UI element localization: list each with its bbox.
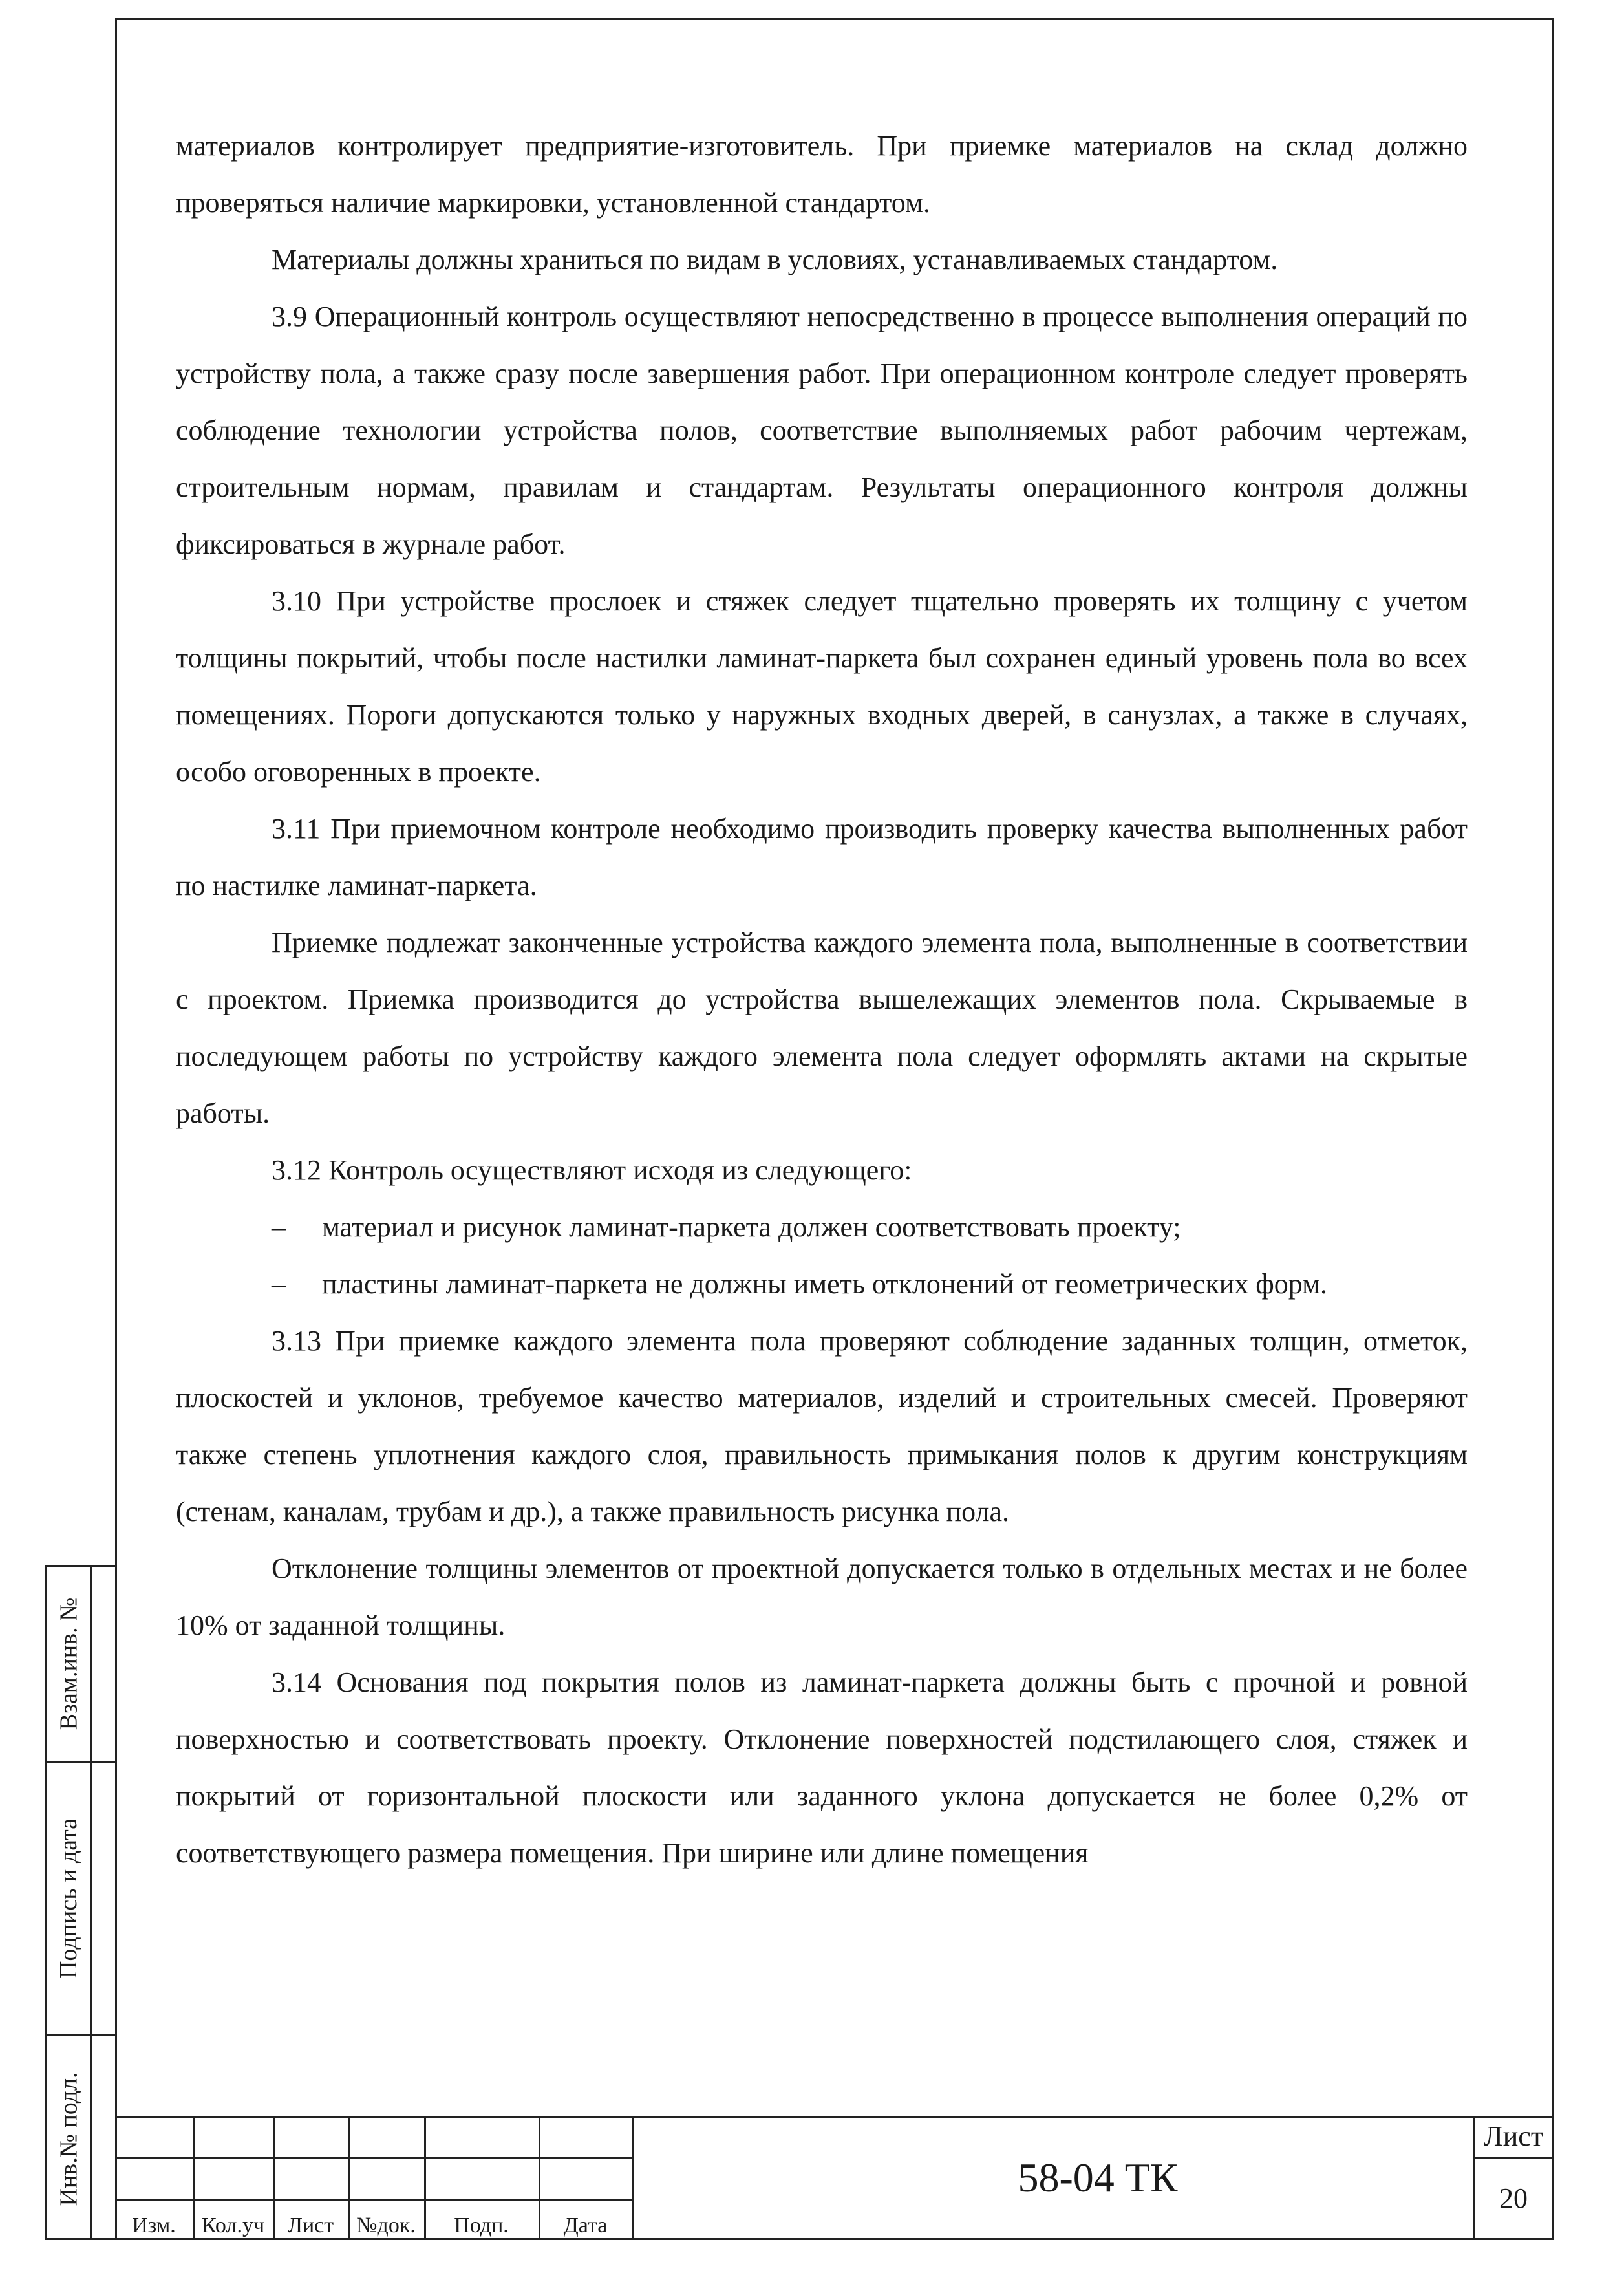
paragraph: 3.10 При устройстве прослоек и стяжек следует тщательно проверять их толщину с учетом толщины покрытий, чтобы после настилки ламинат-паркета был сохранен единый уровень пола во всех помещениях. Пороги допускаются только у наружных входных дверей, в санузлах, а также в случаях, особо оговоренных в проекте. — [176, 585, 1468, 788]
col-ndok: №док. — [356, 2213, 416, 2237]
list-item-text: пластины ламинат-паркета не должны иметь отклонений от геометрических форм. — [322, 1268, 1327, 1300]
sheet-label: Лист — [1483, 2120, 1544, 2152]
paragraph: материалов контролирует предприятие-изготовитель. При приемке материалов на склад должно проверяться наличие маркировки, установленной стандартом. — [176, 130, 1468, 219]
col-izm: Изм. — [132, 2213, 176, 2237]
paragraph: 3.13 При приемке каждого элемента пола проверяют соблюдение заданных толщин, отметок, плоскостей и уклонов, требуемое качество материалов, изделий и строительных смесей. Проверяют также степень уплотнения каждого слоя, правильность примыкания полов к другим конструкциям (стенам, каналам, трубам и др.), а также правильность рисунка пола. — [176, 1325, 1468, 1527]
vzam-inv-label: Взам.инв. № — [55, 1597, 83, 1730]
sheet-number: 20 — [1499, 2182, 1528, 2214]
signature-date-label: Подпись и дата — [55, 1818, 83, 1979]
paragraph: Отклонение толщины элементов от проектной допускается только в отдельных местах и не более 10% от заданной толщины. — [176, 1553, 1468, 1641]
paragraph: 3.9 Операционный контроль осуществляют непосредственно в процессе выполнения операций по устройству пола, а также сразу после завершения работ. При операционном контроле следует проверять соблюдение технологии устройства полов, соответствие выполняемых работ рабочим чертежам, строительным нормам, правилам и стандартам. Результаты операционного контроля должны фиксироваться в журнале работ. — [176, 301, 1468, 560]
col-data: Дата — [563, 2213, 608, 2237]
inv-original-label: Инв.№ подл. — [55, 2072, 83, 2206]
dash-marker: – — [272, 1268, 286, 1300]
list-item-text: материал и рисунок ламинат-паркета должен соответствовать проекту; — [322, 1211, 1181, 1243]
paragraph: 3.12 Контроль осуществляют исходя из следующего: — [272, 1154, 912, 1186]
paragraph: Приемке подлежат законченные устройства каждого элемента пола, выполненные в соответствии с проектом. Приемка производится до устройства вышележащих элементов пола. Скрываемые в последующем работы по устройству каждого элемента пола следует оформлять актами на скрытые работы. — [176, 927, 1468, 1129]
title-block — [115, 2116, 1554, 2240]
list-item — [176, 1256, 1468, 1313]
paragraph: 3.11 При приемочном контроле необходимо производить проверку качества выполненных работ по настилке ламинат-паркета. — [176, 813, 1468, 901]
side-stamp — [45, 1565, 115, 2240]
dash-marker: – — [272, 1211, 286, 1243]
paragraph: Материалы должны храниться по видам в условиях, устанавливаемых стандартом. — [272, 244, 1278, 275]
paragraph: 3.14 Основания под покрытия полов из ламинат-паркета должны быть с прочной и ровной поверхностью и соответствовать проекту. Отклонение поверхностей подстилающего слоя, стяжек и покрытий от горизонтальной плоскости или заданного уклона допускается не более 0,2% от соответствующего размера помещения. При ширине или длине помещения — [176, 1666, 1468, 1869]
col-list: Лист — [287, 2213, 334, 2237]
col-podp: Подп. — [454, 2213, 509, 2237]
list-item — [176, 1199, 1468, 1256]
document-body — [176, 118, 1468, 1882]
document-code: 58-04 ТК — [1018, 2155, 1178, 2201]
col-kol-uch: Кол.уч — [201, 2213, 265, 2237]
